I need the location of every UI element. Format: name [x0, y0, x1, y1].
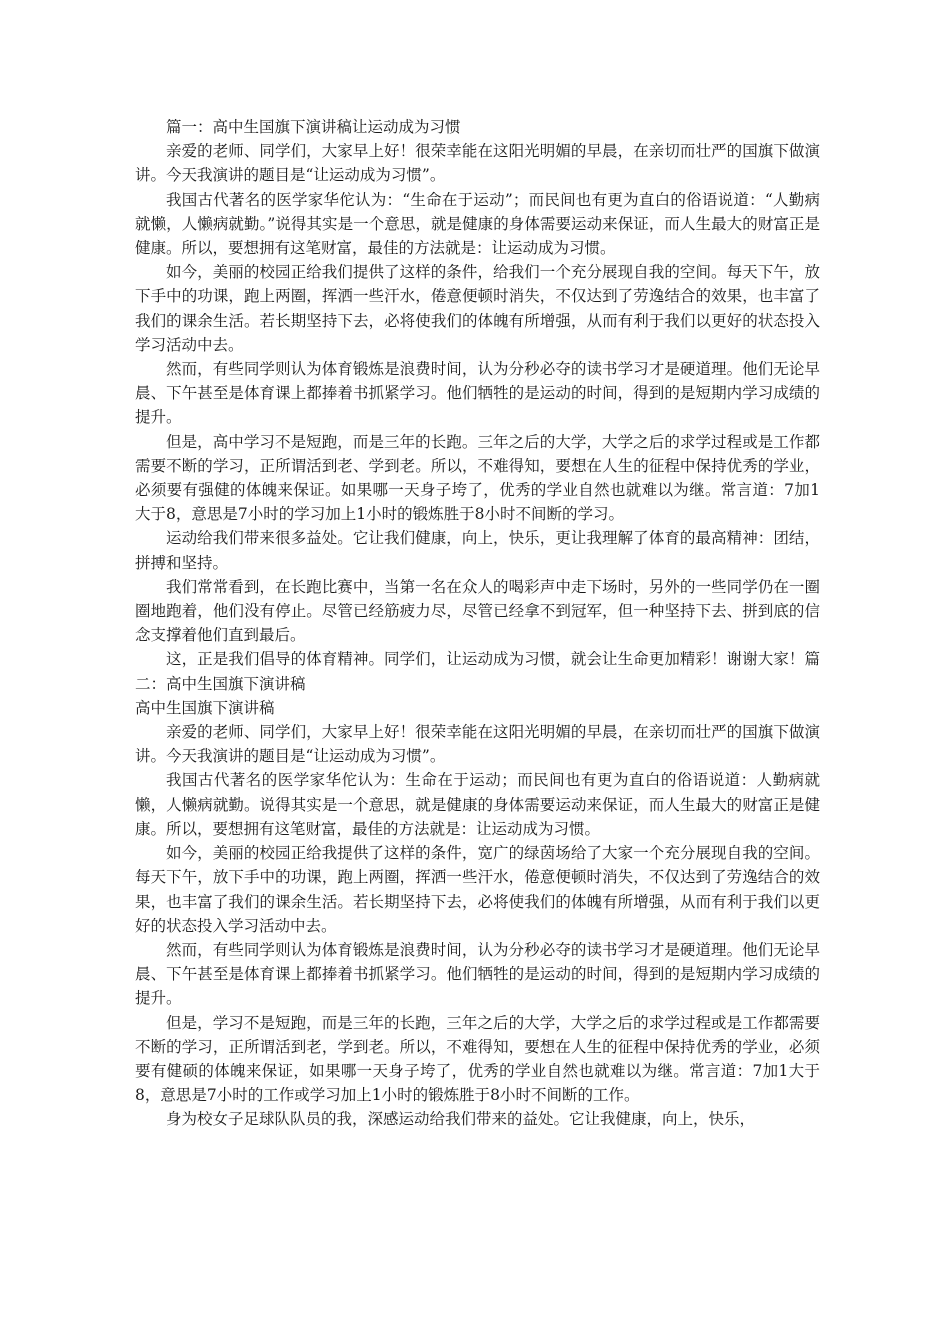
paragraph: 我国古代著名的医学家华佗认为：生命在于运动；而民间也有更为直白的俗语说道：人勤病就懒，人懒病就勤。说得其实是一个意思，就是健康的身体需要运动来保证，而人生最大的财富正是健康。所以，要想拥有这笔财富，最佳的方法就是：让运动成为习惯。: [135, 771, 820, 838]
section-title-2: 高中生国旗下演讲稿: [135, 698, 275, 717]
paragraph: 亲爱的老师、同学们，大家早上好！很荣幸能在这阳光明媚的早晨，在亲切而壮严的国旗下做演讲。今天我演讲的题目是“让运动成为习惯”。: [135, 142, 820, 185]
paragraph: 我国古代著名的医学家华佗认为：“生命在于运动”；而民间也有更为直白的俗语说道：“人勤病就懒，人懒病就勤。”说得其实是一个意思，就是健康的身体需要运动来保证，而人生最大的财富正是健康。所以，要想拥有这笔财富，最佳的方法就是：让运动成为习惯。: [135, 190, 820, 258]
paragraph: 身为校女子足球队队员的我，深感运动给我们带来的益处。它让我健康，向上，快乐，: [166, 1110, 756, 1129]
paragraph: 然而，有些同学则认为体育锻炼是浪费时间，认为分秒必夺的读书学习才是硬道理。他们无论早晨、下午甚至是体育课上都捧着书抓紧学习。他们牺牲的是运动的时间，得到的是短期内学习成绩的提升。: [135, 940, 820, 1008]
paragraph: 然而，有些同学则认为体育锻炼是浪费时间，认为分秒必夺的读书学习才是硬道理。他们无论早晨、下午甚至是体育课上都捧着书抓紧学习。他们牺牲的是运动的时间，得到的是短期内学习成绩的提升。: [135, 360, 820, 427]
paragraph: 如今，美丽的校园正给我们提供了这样的条件，给我们一个充分展现自我的空间。每天下午，放下手中的功课，跑上两圈，挥洒一些汗水，倦意便顿时消失，不仅达到了劳逸结合的效果，也丰富了我们的课余生活。若长期坚持下去，必将使我们的体魄有所增强，从而有利于我们以更好的状态投入学习活动中去。: [135, 263, 820, 354]
paragraph: 运动给我们带来很多益处。它让我们健康，向上，快乐，更让我理解了体育的最高精神：团结，拼搏和坚持。: [135, 529, 820, 572]
document-page: [135, 115, 820, 1132]
paragraph: 但是，学习不是短跑，而是三年的长跑，三年之后的大学，大学之后的求学过程或是工作都需要不断的学习，正所谓活到老，学到老。所以，不难得知，要想在人生的征程中保持优秀的学业，必须要有健硕的体魄来保证，如果哪一天身子垮了，优秀的学业自然也就难以为继。常言道：7加1大于8，意思是7小时的工作或学习加上1小时的锻炼胜于8小时不间断的工作。: [135, 1013, 820, 1105]
section-title-1: 篇一：高中生国旗下演讲稿让运动成为习惯: [166, 118, 461, 136]
paragraph: 这，正是我们倡导的体育精神。同学们，让运动成为习惯，就会让生命更加精彩！谢谢大家！篇二：高中生国旗下演讲稿: [135, 650, 820, 693]
paragraph: 但是，高中学习不是短跑，而是三年的长跑。三年之后的大学，大学之后的求学过程或是工作都需要不断的学习，正所谓活到老、学到老。所以，不难得知，要想在人生的征程中保持优秀的学业，必须要有强健的体魄来保证。如果哪一天身子垮了，优秀的学业自然也就难以为继。常言道：7加1大于8，意思是7小时的学习加上1小时的锻炼胜于8小时不间断的学习。: [135, 432, 820, 524]
paragraph: 如今，美丽的校园正给我提供了这样的条件，宽广的绿茵场给了大家一个充分展现自我的空间。每天下午，放下手中的功课，跑上两圈，挥洒一些汗水，倦意便顿时消失，不仅达到了劳逸结合的效果，也丰富了我们的课余生活。若长期坚持下去，必将使我们的体魄有所增强，从而有利于我们以更好的状态投入学习活动中去。: [135, 844, 820, 935]
paragraph: 亲爱的老师、同学们，大家早上好！很荣幸能在这阳光明媚的早晨，在亲切而壮严的国旗下做演讲。今天我演讲的题目是“让运动成为习惯”。: [135, 723, 820, 766]
paragraph: 我们常常看到，在长跑比赛中，当第一名在众人的喝彩声中走下场时，另外的一些同学仍在一圈圈地跑着，他们没有停止。尽管已经筋疲力尽，尽管已经拿不到冠军，但一种坚持下去、拼到底的信念支撑着他们直到最后。: [135, 577, 820, 645]
